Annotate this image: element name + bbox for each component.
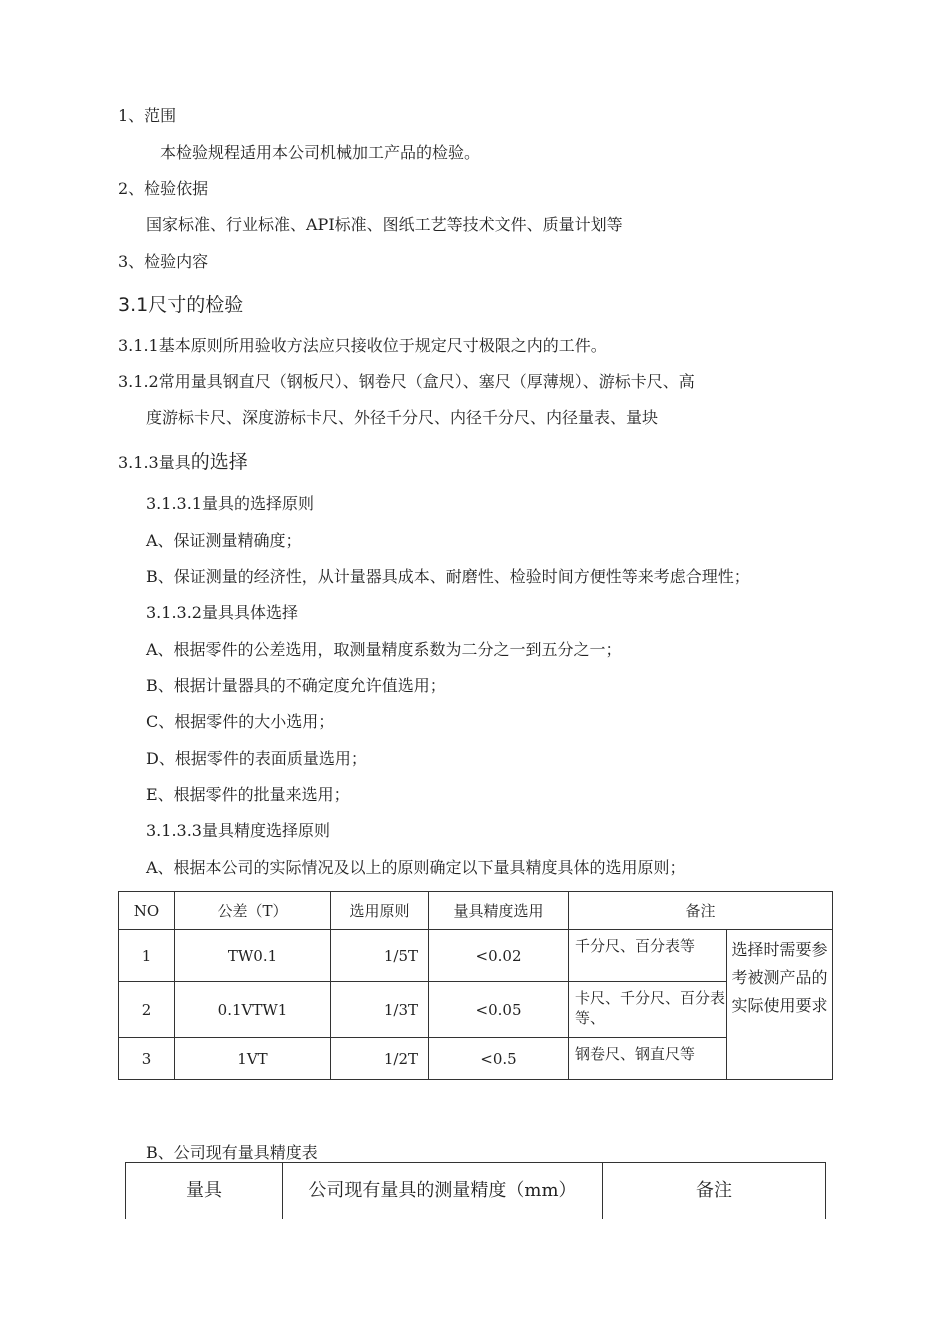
selection-a: A、根据零件的公差选用，取测量精度系数为二分之一到五分之一； xyxy=(146,640,622,659)
row2-rule: 1/3T xyxy=(331,982,429,1038)
selection-d: D、根据零件的表面质量选用； xyxy=(146,749,367,768)
table-header-row xyxy=(126,1163,826,1219)
row1-rule: 1/5T xyxy=(331,930,429,982)
header-no: NO xyxy=(119,892,175,930)
clause-3-1-3-3: 3.1.3.3量具精度选择原则 xyxy=(146,821,330,840)
header-tolerance: 公差（T） xyxy=(175,892,331,930)
table-row xyxy=(119,1038,833,1080)
header-remark: 备注 xyxy=(569,892,833,930)
table-row xyxy=(119,982,833,1038)
clause-3-1-2-line2: 度游标卡尺、深度游标卡尺、外径千分尺、内径千分尺、内径量表、量块 xyxy=(146,408,659,427)
section-3-1-3-part1: 3.1.3量具 xyxy=(118,453,191,472)
row2-precision: <0.05 xyxy=(429,982,569,1038)
basis-text: 国家标准、行业标准、API标准、图纸工艺等技术文件、质量计划等 xyxy=(146,215,623,234)
section-2-heading: 2、检验依据 xyxy=(118,179,209,198)
row2-no: 2 xyxy=(119,982,175,1038)
scope-text: 本检验规程适用本公司机械加工产品的检验。 xyxy=(160,143,481,162)
row3-remark: 钢卷尺、钢直尺等 xyxy=(569,1038,727,1080)
header-precision: 量具精度选用 xyxy=(429,892,569,930)
selection-b: B、根据计量器具的不确定度允许值选用； xyxy=(146,676,446,695)
row1-tolerance: TW0.1 xyxy=(175,930,331,982)
row3-no: 3 xyxy=(119,1038,175,1080)
side-note-cell xyxy=(727,930,833,1080)
row2-tolerance: 0.1VTW1 xyxy=(175,982,331,1038)
row3-rule: 1/2T xyxy=(331,1038,429,1080)
section-3-1-heading: 3.1尺寸的检验 xyxy=(118,294,244,316)
row1-remark: 千分尺、百分表等 xyxy=(569,930,727,982)
clause-3-1-2-line1: 3.1.2常用量具钢直尺（钢板尺）、钢卷尺（盒尺）、塞尺（厚薄规）、游标卡尺、高 xyxy=(118,372,695,391)
row2-remark: 卡尺、千分尺、百分表等、 xyxy=(569,982,727,1038)
precision-a: A、根据本公司的实际情况及以上的原则确定以下量具精度具体的选用原则； xyxy=(146,858,686,877)
row1-no: 1 xyxy=(119,930,175,982)
principle-a: A、保证测量精确度； xyxy=(146,531,302,550)
section-1-heading: 1、范围 xyxy=(118,106,177,125)
clause-3-1-1: 3.1.1基本原则所用验收方法应只接收位于规定尺寸极限之内的工件。 xyxy=(118,336,607,355)
clause-3-1-3-2: 3.1.3.2量具具体选择 xyxy=(146,603,298,622)
row3-tolerance: 1VT xyxy=(175,1038,331,1080)
existing-gauge-table xyxy=(125,1162,826,1219)
section-3-heading: 3、检验内容 xyxy=(118,252,209,271)
principle-b: B、保证测量的经济性，从计量器具成本、耐磨性、检验时间方便性等来考虑合理性； xyxy=(146,567,750,586)
section-3-1-3-part2: 的选择 xyxy=(190,451,248,473)
clause-3-1-3-1: 3.1.3.1量具的选择原则 xyxy=(146,494,314,513)
precision-b: B、公司现有量具精度表 xyxy=(146,1143,318,1162)
row3-precision: <0.5 xyxy=(429,1038,569,1080)
table-header-row xyxy=(119,892,833,930)
selection-c: C、根据零件的大小选用； xyxy=(146,712,335,731)
side-note: 选择时需要参考被测产品的实际使用要求 xyxy=(731,940,828,1015)
header-note: 备注 xyxy=(603,1163,826,1219)
section-3-1-3-heading xyxy=(118,450,248,474)
header-gauge: 量具 xyxy=(126,1163,283,1219)
selection-e: E、根据零件的批量来选用； xyxy=(146,785,350,804)
row1-precision: <0.02 xyxy=(429,930,569,982)
precision-selection-table xyxy=(118,891,833,1080)
header-measurement-precision: 公司现有量具的测量精度（mm） xyxy=(283,1163,603,1219)
table-row xyxy=(119,930,833,982)
header-rule: 选用原则 xyxy=(331,892,429,930)
